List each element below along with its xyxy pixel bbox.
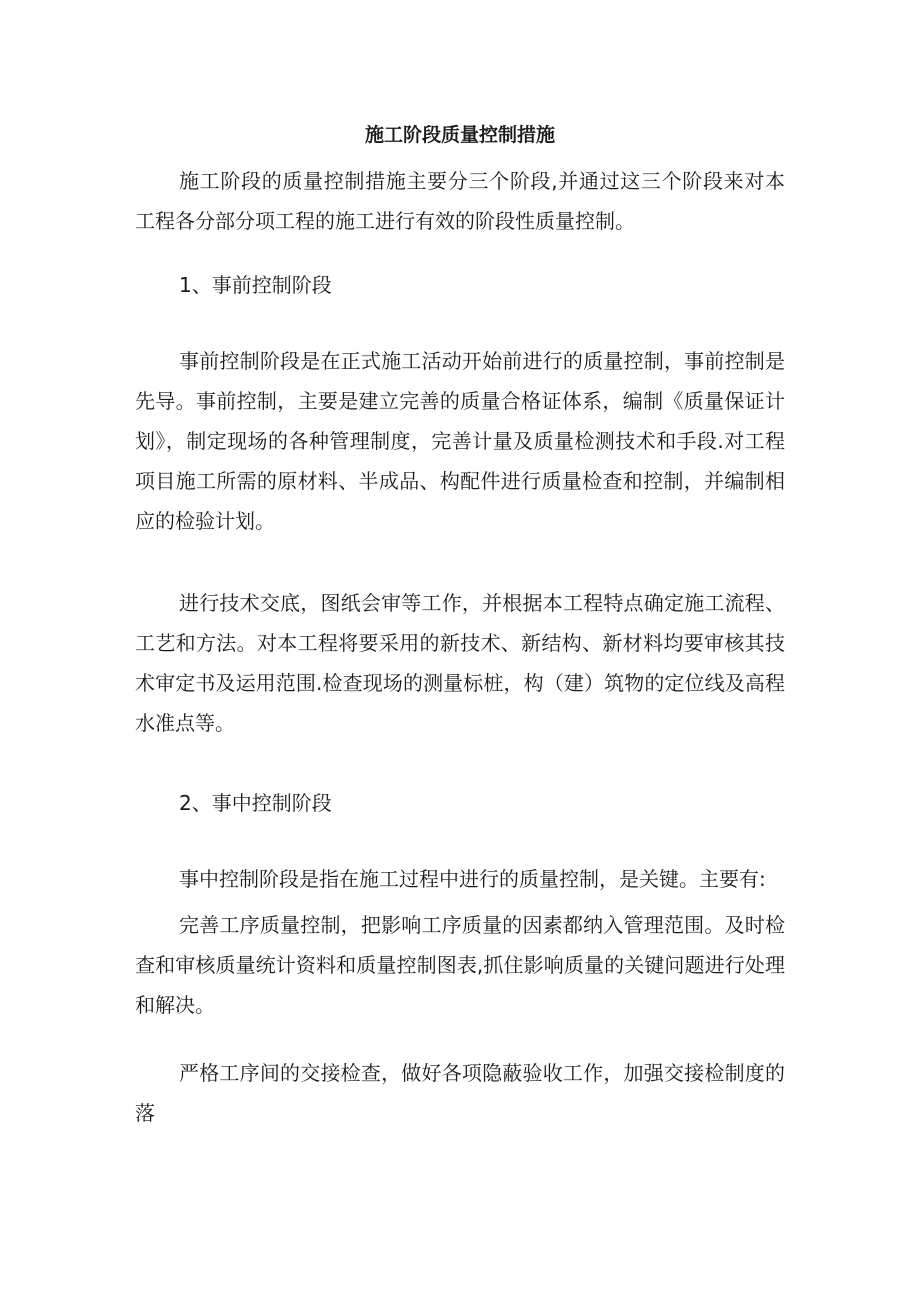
paragraph-mid-control-3: 严格工序间的交接检查，做好各项隐蔽验收工作，加强交接检制度的落 — [135, 1061, 785, 1125]
paragraph-mid-control-2: 完善工序质量控制，把影响工序质量的因素都纳入管理范围。及时检查和审核质量统计资料和质量控制图表,抓住影响质量的关键问题进行处理和解决。 — [135, 913, 785, 1017]
section-heading-mid-control: 2、事中控制阶段 — [179, 791, 332, 815]
paragraph-mid-control-1: 事中控制阶段是指在施工过程中进行的质量控制，是关键。主要有: — [179, 867, 766, 891]
section-heading-pre-control: 1、事前控制阶段 — [179, 273, 332, 297]
paragraph-pre-control-1: 事前控制阶段是在正式施工活动开始前进行的质量控制，事前控制是先导。事前控制，主要是建立完善的质量合格证体系，编制《质量保证计划》，制定现场的各种管理制度，完善计量及质量检测技术和手段.对工程项目施工所需的原材料、半成品、构配件进行质量检查和控制，并编制相应的检验计划。 — [135, 349, 785, 533]
document-title: 施工阶段质量控制措施 — [364, 124, 555, 146]
intro-paragraph: 施工阶段的质量控制措施主要分三个阶段,并通过这三个阶段来对本工程各分部分项工程的施工进行有效的阶段性质量控制。 — [135, 169, 785, 233]
paragraph-pre-control-2: 进行技术交底，图纸会审等工作，并根据本工程特点确定施工流程、工艺和方法。对本工程将要采用的新技术、新结构、新材料均要审核其技术审定书及运用范围.检查现场的测量标桩，构（建）筑物的定位线及高程水准点等。 — [135, 591, 785, 735]
